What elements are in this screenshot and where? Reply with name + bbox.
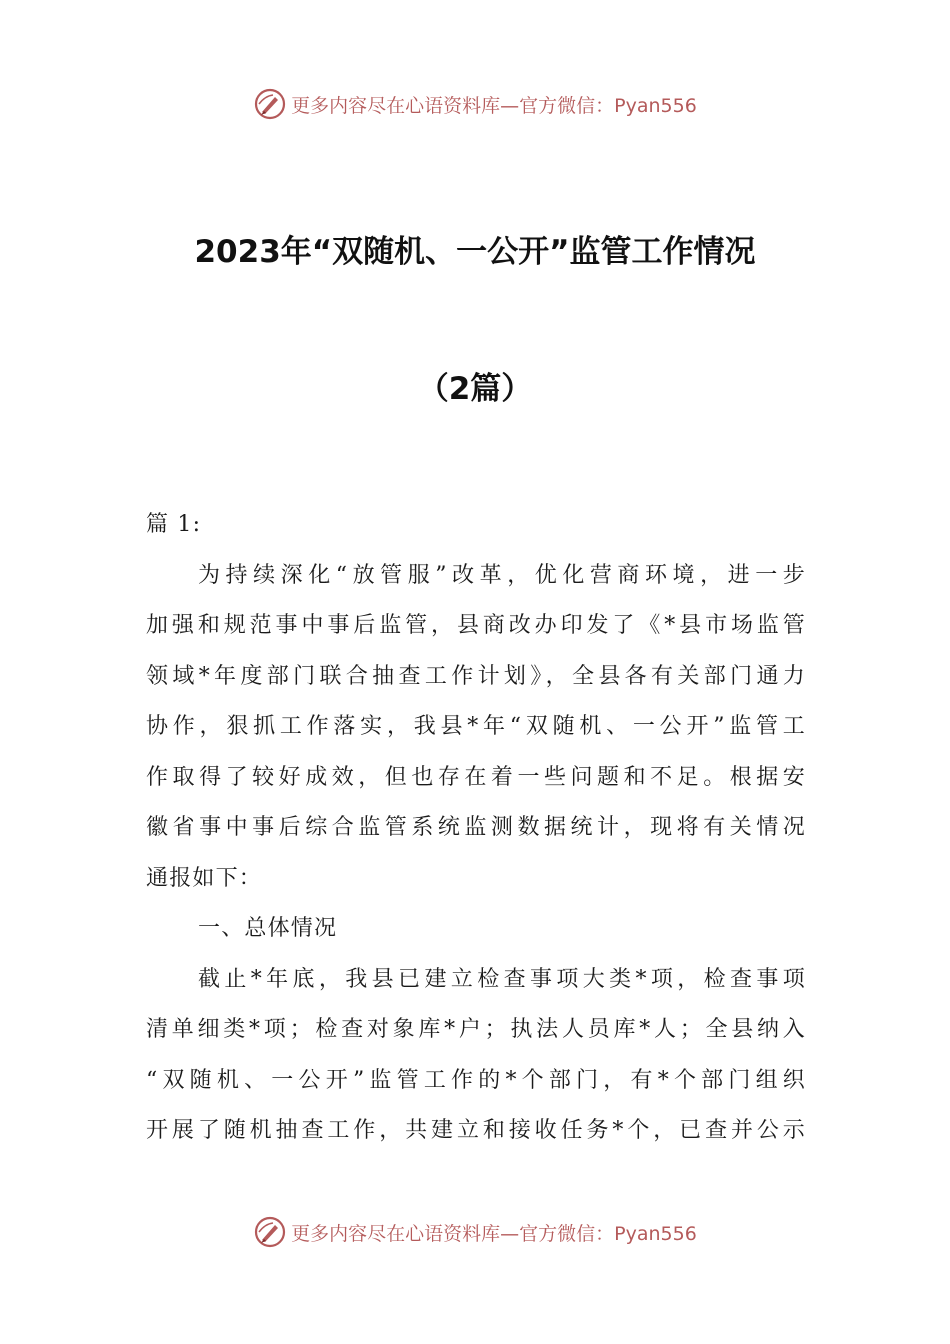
paragraph-line: 通报如下： — [146, 865, 263, 891]
paragraph-line: 开展了随机抽查工作，共建立和接收任务*个，已查并公示 — [146, 1118, 806, 1143]
section-label: 篇 1: — [146, 512, 202, 537]
section-heading: 一、总体情况 — [198, 916, 338, 941]
pen-logo-icon — [253, 87, 287, 121]
watermark-main-text: 更多内容尽在心语资料库 — [291, 94, 501, 117]
header-watermark — [0, 84, 950, 124]
paragraph-line: 作取得了较好成效，但也存在着一些问题和不足。根据安 — [146, 764, 806, 790]
paragraph-line: 领域*年度部门联合抽查工作计划》，全县各有关部门通力 — [146, 663, 806, 689]
paragraph-line: “双随机、一公开”监管工作的*个部门，有*个部门组织 — [146, 1067, 806, 1093]
paragraph-line: 协作，狠抓工作落实，我县*年“双随机、一公开”监管工 — [146, 714, 806, 739]
watermark-main-text: 更多内容尽在心语资料库 — [291, 1222, 501, 1245]
paragraph-line: 为持续深化“放管服”改革，优化营商环境，进一步 — [198, 562, 806, 588]
document-body — [146, 500, 806, 1157]
page-subtitle: （2篇） — [417, 371, 533, 407]
paragraph-line: 截止*年底，我县已建立检查事项大类*项，检查事项 — [198, 966, 806, 992]
paragraph-line: 徽省事中事后综合监管系统监测数据统计，现将有关情况 — [146, 815, 806, 840]
pen-logo-icon — [253, 1215, 287, 1249]
paragraph-line: 清单细类*项；检查对象库*户；执法人员库*人；全县纳入 — [146, 1017, 806, 1042]
watermark-wechat-text: —官方微信：Pyan556 — [500, 94, 697, 117]
paragraph-line: 加强和规范事中事后监管，县商改办印发了《*县市场监管 — [146, 613, 806, 638]
watermark-wechat-text: —官方微信：Pyan556 — [500, 1222, 697, 1245]
footer-watermark — [0, 1212, 950, 1252]
page-title: 2023年“双随机、一公开”监管工作情况 — [194, 234, 756, 270]
